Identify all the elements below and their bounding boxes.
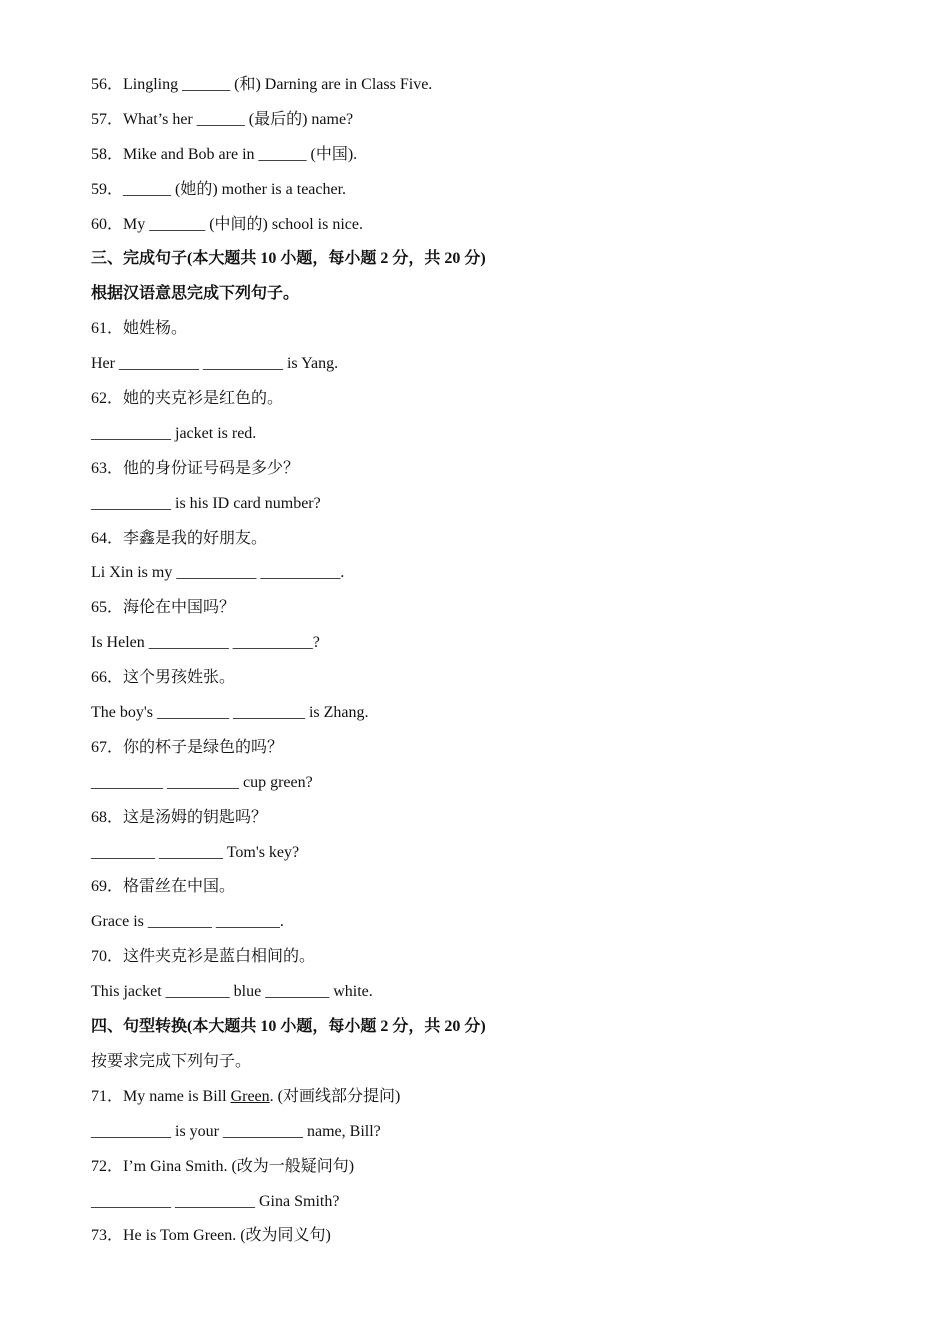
section-3-heading: 三、完成句子(本大题共 10 小题，每小题 2 分，共 20 分) (91, 250, 486, 268)
section-4-heading: 四、句型转换(本大题共 10 小题，每小题 2 分，共 20 分) (91, 1018, 486, 1036)
question-73-prompt: 73．He is Tom Green. (改为同义句) (91, 1227, 331, 1245)
question-70-prompt: 70．这件夹克衫是蓝白相间的。 (91, 948, 316, 966)
question-57: 57．What’s her ______ (最后的) name? (91, 110, 354, 128)
question-71-text-after: . (对画线部分提问) (269, 1087, 401, 1105)
question-62-answer-line: __________ jacket is red. (91, 424, 257, 442)
question-63-prompt: 63．他的身份证号码是多少？ (91, 459, 300, 477)
question-59: 59．______ (她的) mother is a teacher. (91, 180, 347, 198)
question-68-prompt: 68．这是汤姆的钥匙吗？ (91, 808, 268, 826)
question-63-answer-line: __________ is his ID card number? (91, 494, 321, 512)
question-68-answer-line: ________ ________ Tom's key? (91, 843, 300, 861)
question-69-prompt: 69．格雷丝在中国。 (91, 878, 236, 896)
question-64-answer-line: Li Xin is my __________ __________. (91, 564, 345, 582)
question-70-answer-line: This jacket ________ blue ________ white. (91, 983, 373, 1001)
question-65-prompt: 65．海伦在中国吗？ (91, 599, 236, 617)
question-71-underlined-word: Green (230, 1087, 270, 1105)
question-72-answer-line: __________ __________ Gina Smith? (91, 1192, 340, 1210)
question-71-text-before: 71．My name is Bill (91, 1087, 231, 1105)
question-71-answer-line: __________ is your __________ name, Bill? (91, 1122, 381, 1140)
question-58: 58．Mike and Bob are in ______ (中国). (91, 145, 358, 163)
question-61-prompt: 61．她姓杨。 (91, 320, 188, 338)
question-69-answer-line: Grace is ________ ________. (91, 913, 284, 931)
question-64-prompt: 64．李鑫是我的好朋友。 (91, 529, 268, 547)
question-71-prompt (91, 1082, 891, 1117)
question-72-prompt: 72．I’m Gina Smith. (改为一般疑问句) (91, 1157, 355, 1175)
question-60: 60．My _______ (中间的) school is nice. (91, 215, 363, 233)
section-3-instruction: 根据汉语意思完成下列句子。 (91, 285, 300, 303)
section-4-instruction: 按要求完成下列句子。 (91, 1052, 252, 1070)
question-65-answer-line: Is Helen __________ __________? (91, 634, 320, 652)
question-66-answer-line: The boy's _________ _________ is Zhang. (91, 704, 369, 722)
question-67-answer-line: _________ _________ cup green? (91, 773, 313, 791)
question-61-answer-line: Her __________ __________ is Yang. (91, 355, 339, 373)
question-56: 56．Lingling ______ (和) Darning are in Class Five. (91, 76, 433, 93)
question-62-prompt: 62．她的夹克衫是红色的。 (91, 390, 284, 408)
question-67-prompt: 67．你的杯子是绿色的吗？ (91, 738, 284, 756)
question-66-prompt: 66．这个男孩姓张。 (91, 669, 236, 687)
worksheet-page (91, 70, 891, 1256)
